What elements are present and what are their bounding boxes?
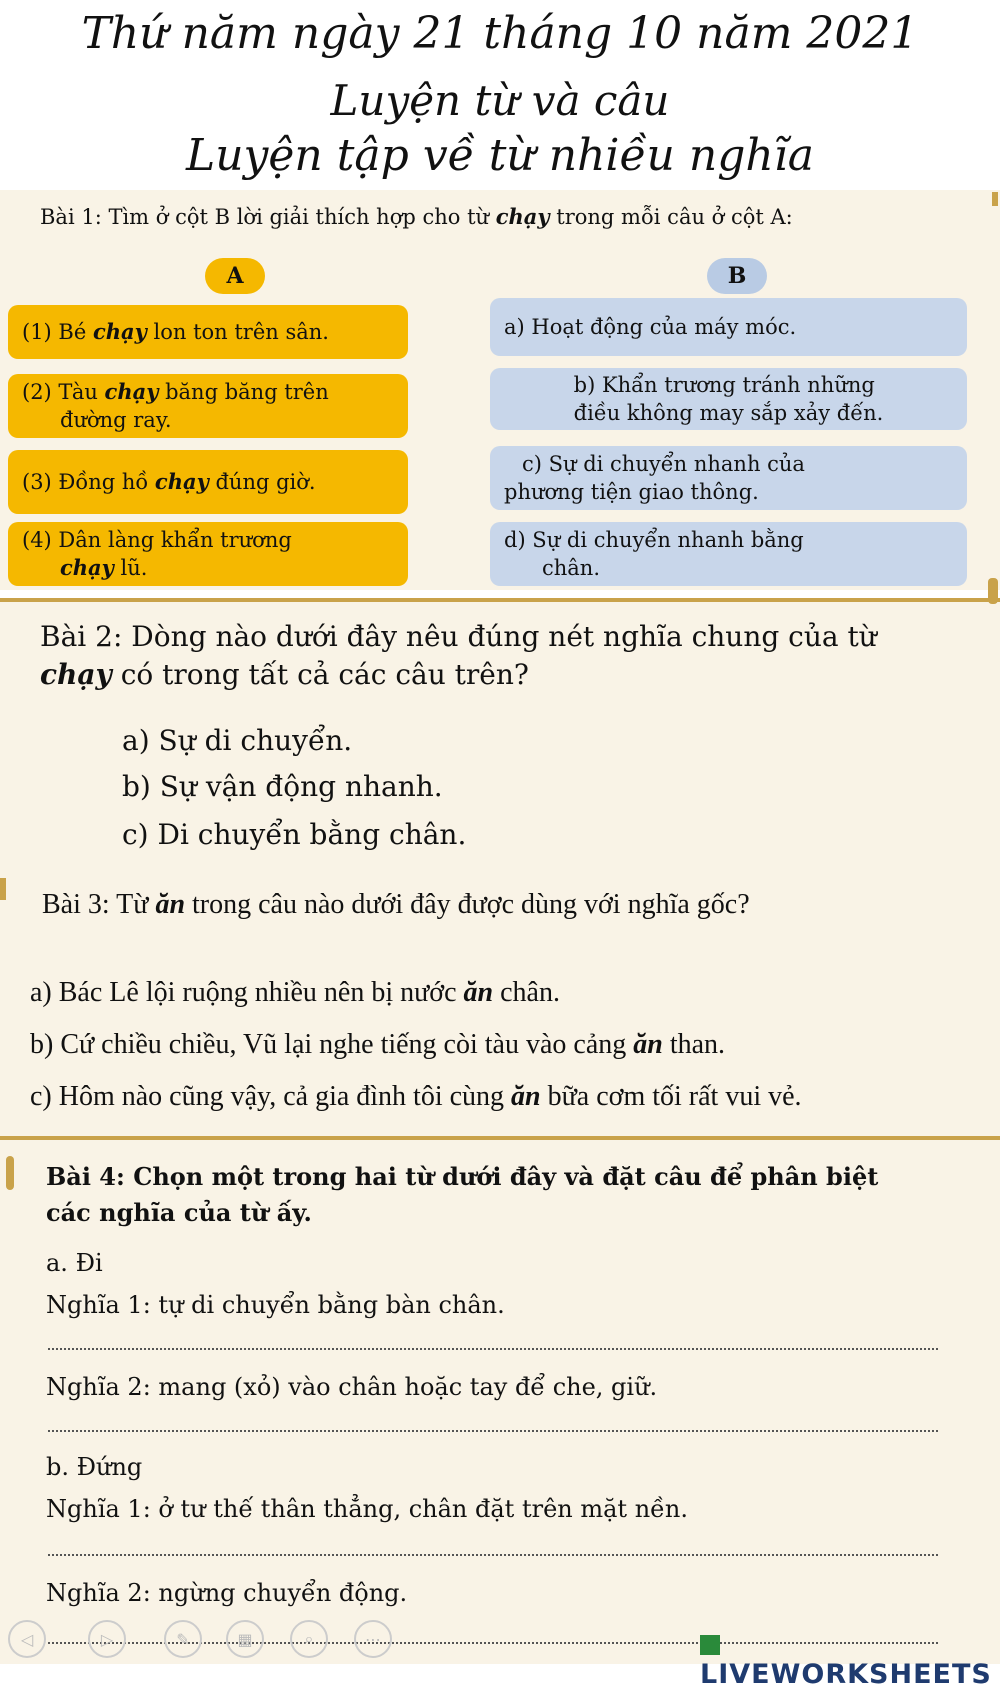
bai2-option-c[interactable]: c) Di chuyển bằng chân. — [122, 818, 467, 851]
col-a-item-1[interactable]: (1) Bé chạy lon ton trên sân. — [8, 305, 408, 359]
lesson-title: Luyện tập về từ nhiều nghĩa — [185, 130, 815, 181]
bai3-option-a[interactable]: a) Bác Lê lội ruộng nhiều nên bị nước ăn chân. — [30, 977, 560, 1008]
bai2-option-b[interactable]: b) Sự vận động nhanh. — [122, 770, 443, 803]
gold-divider — [0, 1136, 1000, 1140]
date-title: Thứ năm ngày 21 tháng 10 năm 2021 — [81, 8, 919, 59]
undo-icon[interactable]: ◁ — [8, 1620, 46, 1658]
bai4-a-meaning1: Nghĩa 1: tự di chuyển bằng bàn chân. — [46, 1291, 505, 1319]
col-b-item-b[interactable]: b) Khẩn trương tránh những điều không may sắp xảy đến. — [490, 368, 967, 430]
bai4-b-label: b. Đứng — [46, 1453, 143, 1481]
more-icon[interactable]: ⋯ — [354, 1620, 392, 1658]
col-a-item-2[interactable]: (2) Tàu chạy băng băng trên đường ray. — [8, 374, 408, 438]
subject-title: Luyện từ và câu — [330, 76, 670, 125]
pencil-icon[interactable]: ✎ — [164, 1620, 202, 1658]
bai4-a-label: a. Đi — [46, 1249, 103, 1277]
bai2-prompt-line2: chạy có trong tất cả các câu trên? — [40, 658, 529, 691]
bai3-option-b[interactable]: b) Cứ chiều chiều, Vũ lại nghe tiếng còi tàu vào cảng ăn than. — [30, 1029, 726, 1060]
col-b-item-a[interactable]: a) Hoạt động của máy móc. — [490, 298, 967, 356]
bai4-prompt-line2: các nghĩa của từ ấy. — [46, 1198, 312, 1227]
redo-icon[interactable]: ▷ — [88, 1620, 126, 1658]
answer-line-a1[interactable] — [48, 1346, 938, 1350]
col-b-item-d[interactable]: d) Sự di chuyển nhanh bằng chân. — [490, 522, 967, 586]
answer-line-b1[interactable] — [48, 1552, 938, 1556]
gold-ornament — [988, 578, 998, 604]
gold-ornament — [0, 878, 6, 900]
answer-line-a2[interactable] — [48, 1428, 938, 1432]
col-b-item-c[interactable]: c) Sự di chuyển nhanh của phương tiện giao thông. — [490, 446, 967, 510]
zoom-icon[interactable]: ⌕ — [290, 1620, 328, 1658]
gold-divider — [0, 598, 1000, 602]
bai3-option-c[interactable]: c) Hôm nào cũng vậy, cả gia đình tôi cùng ăn bữa cơm tối rất vui vẻ. — [30, 1081, 802, 1112]
bai4-b-meaning1: Nghĩa 1: ở tư thế thân thẳng, chân đặt trên mặt nền. — [46, 1495, 688, 1523]
column-a-label: A — [205, 258, 265, 294]
bai2-option-a[interactable]: a) Sự di chuyển. — [122, 724, 353, 757]
worksheet-header — [0, 0, 1000, 196]
col-a-item-4[interactable]: (4) Dân làng khẩn trương chạy lũ. — [8, 522, 408, 586]
bai2-prompt-line1: Bài 2: Dòng nào dưới đây nêu đúng nét nghĩa chung của từ — [40, 620, 877, 653]
bai1-prompt: Bài 1: Tìm ở cột B lời giải thích hợp cho từ chạy trong mỗi câu ở cột A: — [40, 204, 793, 229]
col-a-item-3[interactable]: (3) Đồng hồ chạy đúng giờ. — [8, 450, 408, 514]
bai4-a-meaning2: Nghĩa 2: mang (xỏ) vào chân hoặc tay để che, giữ. — [46, 1373, 658, 1401]
column-b-label: B — [707, 258, 767, 294]
grid-icon[interactable]: ▦ — [226, 1620, 264, 1658]
liveworksheets-logo: LIVEWORKSHEETS — [700, 1628, 1000, 1690]
bai4-b-meaning2: Nghĩa 2: ngừng chuyển động. — [46, 1579, 408, 1607]
gold-ornament — [992, 192, 998, 206]
bai3-prompt: Bài 3: Từ ăn trong câu nào dưới đây được dùng với nghĩa gốc? — [42, 889, 750, 920]
bai4-prompt-line1: Bài 4: Chọn một trong hai từ dưới đây và đặt câu để phân biệt — [46, 1162, 879, 1191]
gold-ornament — [6, 1156, 14, 1190]
